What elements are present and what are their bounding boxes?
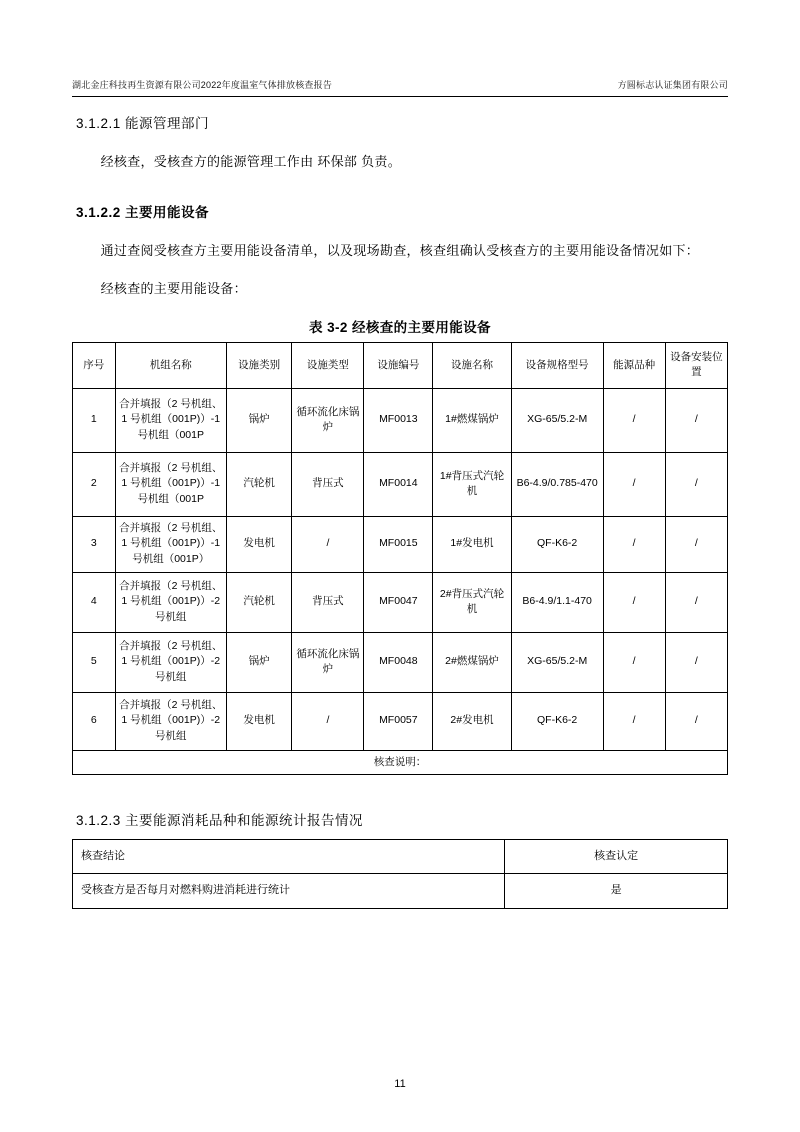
cell-category: 汽轮机 bbox=[226, 452, 292, 516]
cell-unit: 合并填报（2 号机组、1 号机组（001P)）-1 号机组（001P） bbox=[115, 516, 226, 572]
conclusion-row bbox=[73, 874, 728, 909]
cell-model: B6-4.9/0.785-470 bbox=[511, 452, 603, 516]
cell-unit: 合并填报（2 号机组、 1 号机组（001P)）-1 号机组（001P bbox=[115, 452, 226, 516]
table-row bbox=[73, 692, 728, 750]
cell-energy: / bbox=[603, 452, 665, 516]
cell-location: / bbox=[665, 516, 727, 572]
cell-name: 1#背压式汽轮机 bbox=[433, 452, 512, 516]
col-header-type: 设施类型 bbox=[292, 343, 364, 388]
cell-unit: 合并填报（2 号机组、1 号机组（001P)）-2 号机组 bbox=[115, 572, 226, 632]
header-right-text: 方圆标志认证集团有限公司 bbox=[617, 80, 728, 90]
cell-energy: / bbox=[603, 388, 665, 452]
equipment-table bbox=[72, 342, 728, 775]
cell-name: 2#燃煤锅炉 bbox=[433, 632, 512, 692]
header-divider bbox=[72, 96, 728, 97]
col-header-name: 设施名称 bbox=[433, 343, 512, 388]
heading-energy-types-and-statistics: 3.1.2.3 主要能源消耗品种和能源统计报告情况 bbox=[76, 812, 364, 828]
table-header-row bbox=[73, 343, 728, 388]
cell-no: 4 bbox=[73, 572, 116, 632]
cell-model: XG-65/5.2-M bbox=[511, 632, 603, 692]
cell-type: 循环流化床锅炉 bbox=[292, 632, 364, 692]
equipment-table-title: 表 3-2 经核查的主要用能设备 bbox=[309, 320, 491, 336]
col-header-no: 序号 bbox=[73, 343, 116, 388]
cell-code: MF0047 bbox=[364, 572, 433, 632]
cell-code: MF0013 bbox=[364, 388, 433, 452]
cell-model: XG-65/5.2-M bbox=[511, 388, 603, 452]
paragraph-energy-management: 经核查，受核查方的能源管理工作由 环保部 负责。 bbox=[100, 154, 402, 169]
heading-main-equipment: 3.1.2.2 主要用能设备 bbox=[76, 204, 210, 220]
conclusion-question: 受核查方是否每月对燃料购进消耗进行统计 bbox=[73, 874, 505, 909]
cell-code: MF0048 bbox=[364, 632, 433, 692]
table-row bbox=[73, 452, 728, 516]
table-note-row bbox=[73, 750, 728, 774]
col-header-location: 设备安装位置 bbox=[665, 343, 727, 388]
cell-energy: / bbox=[603, 632, 665, 692]
header-left-text: 湖北金庄科技再生资源有限公司2022年度温室气体排放核查报告 bbox=[72, 80, 333, 90]
paragraph-verified-equipment: 经核查的主要用能设备： bbox=[100, 281, 247, 297]
cell-type: 循环流化床锅炉 bbox=[292, 388, 364, 452]
cell-code: MF0015 bbox=[364, 516, 433, 572]
cell-no: 1 bbox=[73, 388, 116, 452]
cell-unit: 合并填报（2 号机组、1 号机组（001P)）-2 号机组 bbox=[115, 692, 226, 750]
cell-unit: 合并填报（2 号机组、 1 号机组（001P)）-2 号机组 bbox=[115, 632, 226, 692]
cell-type: / bbox=[292, 692, 364, 750]
cell-energy: / bbox=[603, 516, 665, 572]
cell-location: / bbox=[665, 452, 727, 516]
cell-location: / bbox=[665, 572, 727, 632]
col-header-unit: 机组名称 bbox=[115, 343, 226, 388]
col-header-energy: 能源品种 bbox=[603, 343, 665, 388]
cell-location: / bbox=[665, 388, 727, 452]
heading-energy-management-dept: 3.1.2.1 能源管理部门 bbox=[76, 116, 210, 131]
cell-name: 2#发电机 bbox=[433, 692, 512, 750]
conclusion-header-row bbox=[73, 839, 728, 874]
cell-category: 发电机 bbox=[226, 516, 292, 572]
cell-energy: / bbox=[603, 572, 665, 632]
cell-code: MF0014 bbox=[364, 452, 433, 516]
page-header bbox=[72, 78, 728, 91]
cell-name: 1#燃煤锅炉 bbox=[433, 388, 512, 452]
table-row bbox=[73, 516, 728, 572]
cell-model: QF-K6-2 bbox=[511, 516, 603, 572]
paragraph-main-equipment-intro: 通过查阅受核查方主要用能设备清单，以及现场勘查，核查组确认受核查方的主要用能设备情况如下： bbox=[100, 242, 700, 258]
col-header-model: 设备规格型号 bbox=[511, 343, 603, 388]
cell-name: 2#背压式汽轮机 bbox=[433, 572, 512, 632]
conclusion-table bbox=[72, 839, 728, 909]
cell-location: / bbox=[665, 632, 727, 692]
conclusion-header-left: 核查结论 bbox=[73, 839, 505, 874]
verification-note: 核查说明： bbox=[73, 750, 728, 774]
col-header-code: 设施编号 bbox=[364, 343, 433, 388]
cell-category: 锅炉 bbox=[226, 388, 292, 452]
cell-no: 3 bbox=[73, 516, 116, 572]
spacer bbox=[72, 775, 728, 801]
cell-model: QF-K6-2 bbox=[511, 692, 603, 750]
page-number: 11 bbox=[394, 1078, 406, 1090]
cell-location: / bbox=[665, 692, 727, 750]
table-row bbox=[73, 632, 728, 692]
cell-energy: / bbox=[603, 692, 665, 750]
cell-code: MF0057 bbox=[364, 692, 433, 750]
cell-no: 5 bbox=[73, 632, 116, 692]
cell-model: B6-4.9/1.1-470 bbox=[511, 572, 603, 632]
cell-no: 2 bbox=[73, 452, 116, 516]
cell-type: / bbox=[292, 516, 364, 572]
col-header-category: 设施类别 bbox=[226, 343, 292, 388]
conclusion-answer: 是 bbox=[505, 874, 728, 909]
cell-type: 背压式 bbox=[292, 572, 364, 632]
cell-name: 1#发电机 bbox=[433, 516, 512, 572]
table-row bbox=[73, 572, 728, 632]
cell-unit: 合并填报（2 号机组、 1 号机组（001P)）-1 号机组（001P bbox=[115, 388, 226, 452]
cell-category: 锅炉 bbox=[226, 632, 292, 692]
table-row bbox=[73, 388, 728, 452]
cell-no: 6 bbox=[73, 692, 116, 750]
cell-type: 背压式 bbox=[292, 452, 364, 516]
cell-category: 发电机 bbox=[226, 692, 292, 750]
page-content bbox=[72, 104, 728, 909]
cell-category: 汽轮机 bbox=[226, 572, 292, 632]
conclusion-header-right: 核查认定 bbox=[505, 839, 728, 874]
